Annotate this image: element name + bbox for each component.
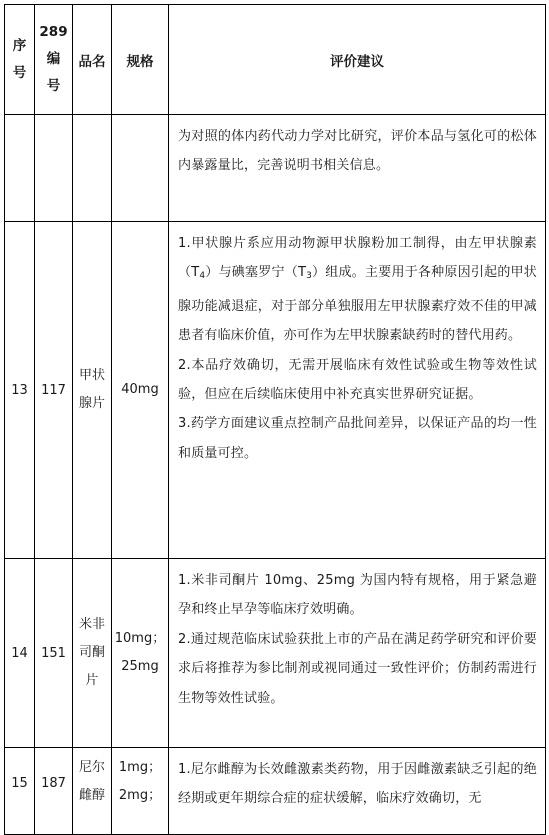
- row-code: 117: [35, 222, 73, 559]
- row-spec: [112, 115, 169, 222]
- row-no: 13: [5, 222, 35, 559]
- row-advice: [169, 222, 546, 559]
- row-code: [35, 115, 73, 222]
- row-advice: [169, 748, 546, 835]
- row-spec: 40mg: [112, 222, 169, 559]
- header-spec: 规格: [112, 5, 169, 115]
- table-row: [5, 559, 546, 748]
- evaluation-table: [4, 4, 546, 835]
- row-advice: [169, 559, 546, 748]
- row-spec: 10mg； 25mg: [112, 559, 169, 748]
- row-no: [5, 115, 35, 222]
- advice-paragraph: 2.本品疗效确切，无需开展临床有效性试验或生物等效性试验，但应在后续临床使用中补充真实世界研究证据。: [178, 357, 537, 403]
- advice-paragraph: 1.尼尔雌醇为长效雌激素类药物，用于因雌激素缺乏引起的绝经期或更年期综合症的症状缓解，临床疗效确切，无: [178, 762, 537, 807]
- header-advice: 评价建议: [169, 5, 546, 115]
- table-row: [5, 748, 546, 835]
- row-name: 尼尔 雌醇: [73, 748, 112, 835]
- advice-paragraph: 为对照的体内药代动力学对比研究，评价本品与氢化可的松体内暴露量比，完善说明书相关信息。: [178, 129, 537, 174]
- table-row: [5, 222, 546, 559]
- advice-paragraph: 1.米非司酮片 10mg、25mg 为国内特有规格，用于紧急避孕和终止早孕等临床疗效明确。: [178, 573, 537, 618]
- advice-paragraph: 1.甲状腺片系应用动物源甲状腺粉加工制得，由左甲状腺素$(T_4)$与碘塞罗宁$(T_3)$组成。主要用于各种原因引起的甲状腺功能减退症，对于部分单独服用左甲状腺素疗效不佳的甲减患者有临床价值，亦可作为左甲状腺素缺药时的替代用药。: [178, 236, 537, 344]
- row-name: [73, 115, 112, 222]
- row-code: 187: [35, 748, 73, 835]
- row-no: 14: [5, 559, 35, 748]
- row-code: 151: [35, 559, 73, 748]
- header-row: [5, 5, 546, 115]
- header-no: 序 号: [5, 5, 35, 115]
- row-name: 甲状 腺片: [73, 222, 112, 559]
- header-code: 289 编 号: [35, 5, 73, 115]
- row-no: 15: [5, 748, 35, 835]
- row-advice: [169, 115, 546, 222]
- row-spec: 1mg； 2mg；: [112, 748, 169, 835]
- header-name: 品名: [73, 5, 112, 115]
- advice-paragraph: 3.药学方面建议重点控制产品批间差异，以保证产品的均一性和质量可控。: [178, 416, 537, 461]
- table-row: [5, 115, 546, 222]
- advice-paragraph: 2.通过规范临床试验获批上市的产品在满足药学研究和评价要求后将推荐为参比制剂或视同通过一致性评价；仿制药需进行生物等效性试验。: [178, 631, 537, 706]
- row-name: 米非 司酮 片: [73, 559, 112, 748]
